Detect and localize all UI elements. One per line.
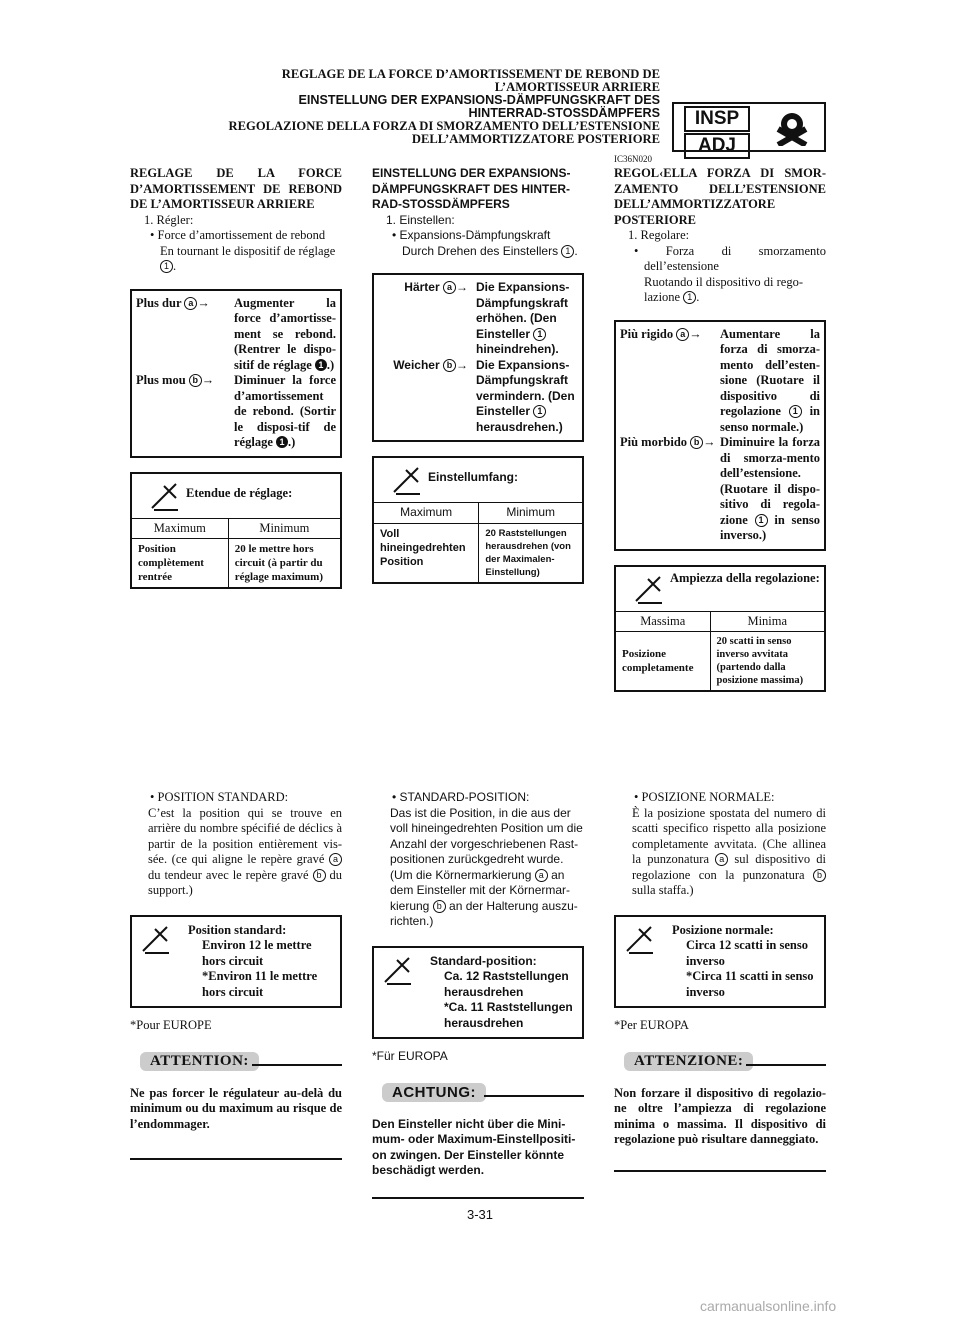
it-soft-text: Diminuire la forza di smorza-mento dell’estensione. (Ruotare il dispo-sitivo di regola-zione bbox=[720, 435, 820, 527]
fr-std-text: C’est la position qui se trouve en arrière du nombre spécifié de déclics à partir de la position entièrement vis-sée. (ce qui aligne le repère gravé bbox=[148, 805, 342, 866]
ref-b: b bbox=[443, 359, 456, 372]
fr-std-body bbox=[130, 806, 342, 899]
fr-soft-label: Plus mou bbox=[136, 373, 186, 387]
it-hard-label: Più rigido bbox=[620, 326, 674, 341]
it-std-title-text: POSIZIONE NORMALE: bbox=[641, 790, 775, 804]
de-bullet: • Expansions-Dämpfungskraft bbox=[392, 228, 551, 242]
de-note-l1: Ca. 12 Raststellungen herausdrehen bbox=[444, 969, 569, 999]
it-min-value: 20 scatti in senso inverso avvitata (partendo dalla posizione massima) bbox=[710, 632, 824, 691]
fr-std-title: • POSITION STANDARD: bbox=[150, 790, 289, 804]
ref-1: 1 bbox=[789, 405, 802, 418]
fr-min-header: Minimum bbox=[228, 519, 340, 539]
fr-warning-text: Ne pas forcer le régulateur au-delà du minimum ou du maximum au risque de l’endommager. bbox=[130, 1085, 342, 1131]
de-min-header: Minimum bbox=[479, 503, 582, 523]
divider bbox=[372, 1197, 584, 1199]
header-line-4: HINTERRAD-STOSSDÄMPFERS bbox=[468, 106, 660, 120]
fr-step: 1. Régler: bbox=[144, 212, 194, 227]
de-max-value: Voll hineingedrehten Position bbox=[380, 527, 466, 568]
it-range-title: Ampiezza della regolazione: bbox=[670, 570, 820, 585]
it-bullet-text: Forza di smorzamento dell’estensione bbox=[644, 243, 826, 273]
divider bbox=[252, 1064, 342, 1066]
fr-std-text2: du tendeur avec le repère gravé bbox=[148, 867, 309, 882]
ref-a: a bbox=[535, 869, 548, 882]
it-desc: Ruotando il dispositivo di rego-lazione 1 . bbox=[644, 274, 804, 304]
ref-1: 1 bbox=[683, 291, 696, 304]
it-warning-header bbox=[614, 1050, 826, 1076]
fr-range-title: Etendue de réglage: bbox=[186, 485, 293, 500]
de-hard-text2: hineindrehen). bbox=[476, 342, 559, 356]
divider bbox=[746, 1064, 826, 1066]
it-warning-text: Non forzare il dispositivo di regolazio-ne oltre l’ampiezza di regolazione minima o massima. Il dispositivo di regolazione può risultare danneggiato. bbox=[614, 1085, 826, 1146]
fr-desc-text: En tournant le dispositif de réglage bbox=[160, 243, 336, 258]
de-footnote: *Für EUROPA bbox=[372, 1049, 448, 1063]
de-std-text2: an dem Einsteller mit der Körnermar-kierung bbox=[390, 867, 571, 913]
it-note-title: Posizione normale: bbox=[672, 922, 774, 937]
de-desc: Durch Drehen des Einstellers 1 . bbox=[402, 243, 578, 258]
fr-desc: En tournant le dispositif de réglage 1 . bbox=[160, 243, 336, 273]
de-soft-label: Weicher bbox=[393, 357, 440, 372]
ref-1: 1 bbox=[160, 260, 173, 273]
header-line-2: L’AMORTISSEUR ARRIERE bbox=[494, 80, 660, 94]
spec-icon bbox=[150, 482, 180, 512]
ref-a: a bbox=[184, 297, 197, 310]
ref-a: a bbox=[676, 328, 689, 341]
ref-b: b bbox=[313, 869, 326, 882]
fr-hard-text: Augmenter la force d’amortisse-ment se rebond. (Rentrer le dispo-sitif de réglage bbox=[234, 295, 336, 372]
it-warning-label: ATTENZIONE: bbox=[624, 1052, 753, 1072]
it-range-table bbox=[614, 565, 826, 693]
fr-std-title-text: POSITION STANDARD: bbox=[157, 790, 289, 804]
fr-max-header: Maximum bbox=[132, 519, 228, 539]
ref-b: b bbox=[433, 900, 446, 913]
fr-standard-section bbox=[130, 790, 342, 1160]
header-line-3: EINSTELLUNG DER EXPANSIONS-DÄMPFUNGSKRAFT DES bbox=[298, 93, 660, 107]
it-title: REGOL‹ELLA FORZA DI SMOR-ZAMENTO DELL’ESTENSIONE DELL’AMMORTIZZATORE POSTERIORE bbox=[614, 166, 826, 227]
fr-max-value: Position complètement rentrée bbox=[138, 543, 204, 583]
badge-insp: INSP bbox=[684, 106, 750, 132]
ref-1: 1 bbox=[315, 359, 327, 371]
de-note-l2: *Ca. 11 Raststellungen herausdrehen bbox=[444, 1000, 573, 1030]
ref-b: b bbox=[189, 374, 202, 387]
header-line-6: DELL’AMMORTIZZATORE POSTERIORE bbox=[411, 132, 660, 146]
section-header bbox=[130, 68, 660, 146]
divider bbox=[614, 1170, 826, 1172]
fr-hard-label: Plus dur bbox=[136, 295, 182, 310]
it-bullet: • Forza di smorzamento dell’estensione bbox=[634, 243, 826, 273]
divider bbox=[130, 1158, 342, 1160]
it-desc-text: Ruotando il dispositivo di rego-lazione bbox=[644, 274, 804, 304]
insp-adj-badge bbox=[672, 102, 826, 156]
spec-icon bbox=[392, 466, 422, 496]
ref-1: 1 bbox=[561, 245, 574, 258]
de-std-text: Das ist die Position, in die aus der voll hineingedrehten Position um die Anzahl der vorgeschriebenen Rast-positionen zurückgedreht wurde. (Um die Körnermarkierung bbox=[390, 805, 583, 882]
de-desc-text: Durch Drehen des Einstellers bbox=[402, 243, 559, 258]
de-soft-text: Die Expansions-Dämpfungskraft vermindern. (Den Einsteller bbox=[476, 357, 575, 418]
it-footnote: *Per EUROPA bbox=[614, 1018, 689, 1032]
it-hard-text2: in senso normale.) bbox=[720, 404, 820, 434]
spec-icon bbox=[140, 925, 172, 955]
section-code: IC36N020 bbox=[614, 154, 652, 164]
fr-adjust-box: Plus dur a → Augmenter la force d’amortisse-ment se rebond. (Rentrer le dispo-sitif de réglage 1 .) Plus mou b → Diminuer la force d’amortissement de rebond. (Sortir le disposi-tif de réglage 1 .) bbox=[130, 289, 342, 458]
it-max-value: Posizione completamente bbox=[622, 648, 694, 674]
fr-warning-label: ATTENTION: bbox=[140, 1052, 259, 1072]
de-soft-text2: herausdrehen.) bbox=[476, 419, 563, 434]
fr-std-note bbox=[130, 915, 342, 1009]
de-std-text3: an der Halterung auszu-richten.) bbox=[390, 898, 578, 928]
ref-a: a bbox=[329, 853, 342, 866]
watermark: carmanualsonline.info bbox=[700, 1298, 837, 1314]
de-warning-header bbox=[372, 1081, 584, 1107]
de-std-title-text: STANDARD-POSITION: bbox=[399, 790, 530, 804]
de-std-title: • STANDARD-POSITION: bbox=[392, 790, 530, 804]
fr-bullet-text: Force d’amortissement de rebond bbox=[157, 228, 326, 242]
de-title: EINSTELLUNG DER EXPANSIONS-DÄMPFUNGSKRAFT DES HINTER-RAD-STOSSDÄMPFERS bbox=[372, 166, 571, 211]
de-range-title: Einstellumfang: bbox=[428, 470, 519, 484]
de-min-value: 20 Raststellungen herausdrehen (von der Maximalen-Einstellung) bbox=[479, 523, 582, 582]
ref-b: b bbox=[813, 869, 826, 882]
spec-icon bbox=[634, 575, 664, 605]
it-std-text3: sulla staffa.) bbox=[632, 883, 694, 897]
it-min-header: Minima bbox=[710, 612, 824, 632]
fr-min-value: 20 le mettre hors circuit (à partir du réglage maximum) bbox=[228, 539, 340, 588]
fr-note-l1: Environ 12 le mettre hors circuit bbox=[202, 938, 312, 968]
it-adjust-box: Più rigido a → Aumentare la forza di smorza-mento dell’esten-sione (Ruotare il dispositivo di regolazione 1 in senso normale.) Più morbido b → Diminuire la forza di smorza-mento dell’estensione. (Ruotare il dispo-sitivo di regola-zione 1 in senso inverso.) bbox=[614, 320, 826, 551]
header-line-5: REGOLAZIONE DELLA FORZA DI SMORZAMENTO DELL’ESTENSIONE bbox=[228, 119, 660, 133]
de-step: 1. Einstellen: bbox=[386, 212, 455, 227]
fr-soft-text: Diminuer la force d’amortissement de rebond. (Sortir le disposi-tif de réglage bbox=[234, 373, 336, 449]
it-note-l2: *Circa 11 scatti in senso inverso bbox=[686, 969, 814, 999]
it-standard-section bbox=[614, 790, 826, 1172]
header-line-1: REGLAGE DE LA FORCE D’AMORTISSEMENT DE REBOND DE bbox=[281, 67, 660, 81]
it-soft-label: Più morbido bbox=[620, 435, 688, 449]
ref-b: b bbox=[690, 436, 703, 449]
ref-1: 1 bbox=[533, 405, 546, 418]
de-warning-label: ACHTUNG: bbox=[382, 1083, 486, 1103]
de-hard-text: Die Expansions-Dämpfungskraft erhöhen. (Den Einsteller bbox=[476, 280, 570, 341]
fr-note-title: Position standard: bbox=[188, 922, 287, 937]
column-french bbox=[130, 160, 343, 1131]
ref-a: a bbox=[715, 853, 728, 866]
column-german bbox=[372, 160, 584, 1177]
ref-1: 1 bbox=[276, 436, 288, 448]
fr-warning-header bbox=[130, 1050, 342, 1076]
ref-1: 1 bbox=[755, 514, 768, 527]
it-note-l1: Circa 12 scatti in senso inverso bbox=[686, 938, 808, 968]
it-max-header: Massima bbox=[616, 612, 710, 632]
fr-bullet: • Force d’amortissement de rebond bbox=[150, 228, 326, 242]
it-std-body bbox=[614, 806, 826, 899]
badge-adj: ADJ bbox=[684, 133, 750, 159]
de-warning-text: Den Einsteller nicht über die Mini-mum- oder Maximum-Einstellpositi-on zwingen. Der Einsteller könnte beschädigt werden. bbox=[372, 1116, 576, 1177]
de-std-note bbox=[372, 946, 584, 1040]
column-italian bbox=[614, 160, 827, 1146]
fr-note-l2: *Environ 11 le mettre hors circuit bbox=[202, 969, 318, 999]
it-std-text: È la posizione spostata del numero di scatti specifico rispetto alla posizione completamente avvitata. (Che allinea la punzonatura bbox=[632, 805, 826, 866]
spec-icon bbox=[624, 925, 656, 955]
ref-a: a bbox=[443, 281, 456, 294]
fr-title: REGLAGE DE LA FORCE D’AMORTISSEMENT DE REBOND DE L’AMORTISSEUR ARRIERE bbox=[130, 166, 342, 211]
de-note-title: Standard-position: bbox=[430, 953, 537, 968]
wrench-gauge-icon bbox=[772, 110, 812, 146]
page-number: 3-31 bbox=[466, 1207, 494, 1222]
de-hard-label: Härter bbox=[404, 280, 440, 294]
de-std-body bbox=[372, 806, 584, 930]
it-soft-text2: in senso inverso.) bbox=[720, 512, 821, 542]
ref-1: 1 bbox=[533, 328, 546, 341]
it-std-title: • POSIZIONE NORMALE: bbox=[634, 790, 775, 804]
spec-icon bbox=[382, 956, 414, 986]
divider bbox=[484, 1095, 584, 1097]
de-range-table bbox=[372, 456, 584, 584]
fr-footnote: *Pour EUROPE bbox=[130, 1018, 212, 1032]
fr-range-table bbox=[130, 472, 342, 590]
de-bullet-text: Expansions-Dämpfungskraft bbox=[399, 228, 551, 242]
it-hard-text: Aumentare la forza di smorza-mento dell’esten-sione (Ruotare il dispositivo di regolazione bbox=[720, 326, 820, 418]
de-adjust-box: Härter a → Die Expansions-Dämpfungskraft erhöhen. (Den Einsteller 1 hineindrehen). Weicher b → Die Expansions-Dämpfungskraft vermindern. (Den Einsteller 1 herausdrehen.) bbox=[372, 273, 584, 442]
de-standard-section bbox=[372, 790, 584, 1199]
it-std-text2: sul dispositivo di regolazione con la punzonatura bbox=[632, 852, 827, 882]
it-std-note bbox=[614, 915, 826, 1009]
de-max-header: Maximum bbox=[374, 503, 479, 523]
fr-std-text3: du support.) bbox=[148, 867, 343, 897]
it-step: 1. Regolare: bbox=[628, 228, 690, 242]
